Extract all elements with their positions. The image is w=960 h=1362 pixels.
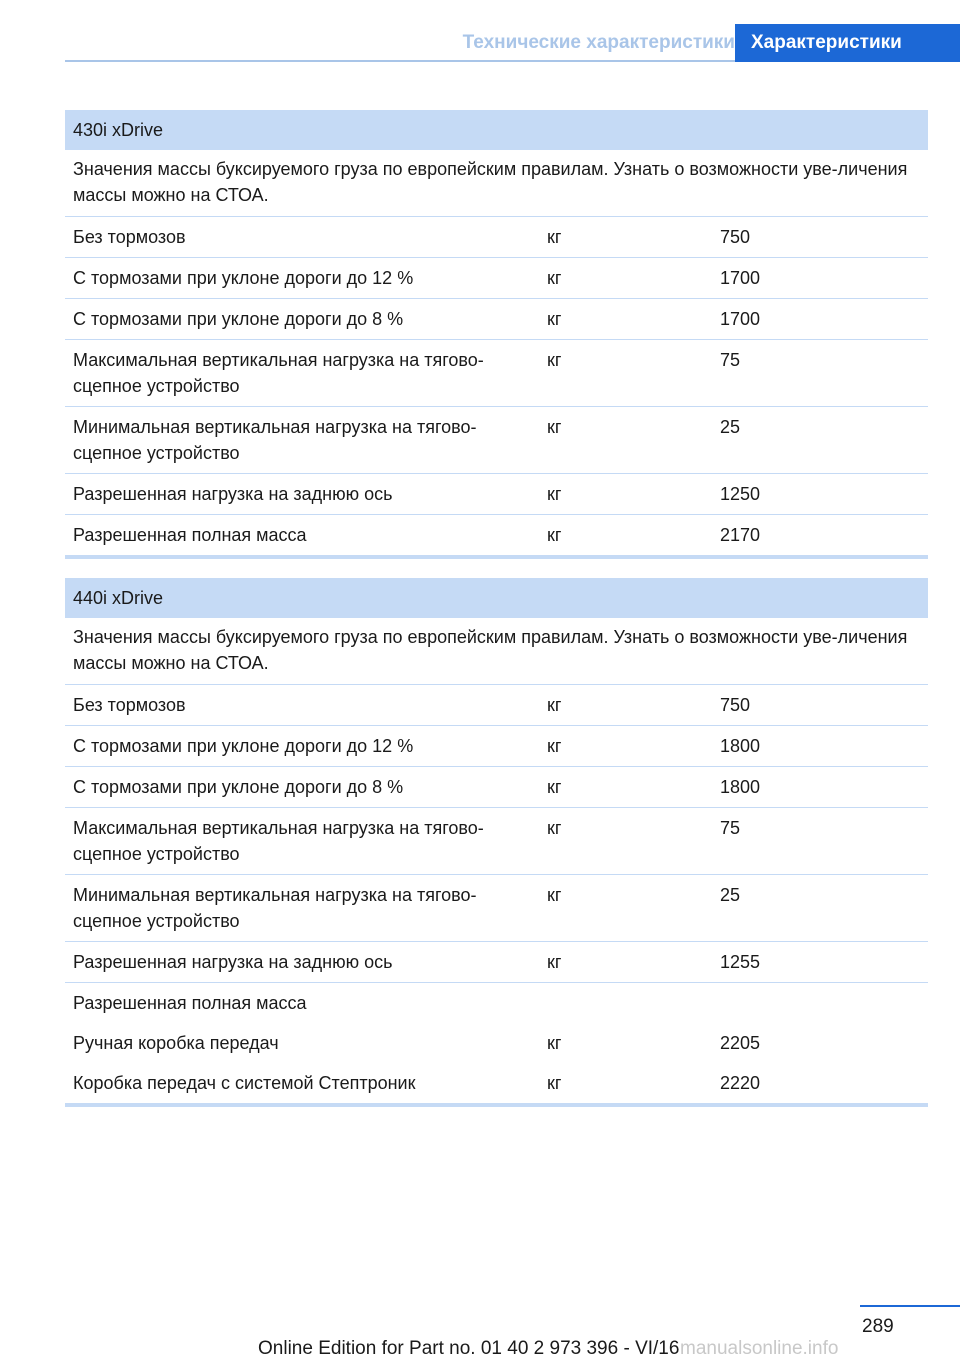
row-label: Без тормозов (73, 695, 186, 715)
page-header (65, 24, 960, 62)
row-label: С тормозами при уклоне дороги до 8 % (73, 309, 404, 329)
table-title: 430i xDrive (65, 110, 928, 150)
row-value: 1700 (720, 309, 761, 329)
table-note: Значения массы буксируемого груза по европейским правилам. Узнать о возможности уве-личения массы можно на СТОА. (65, 618, 928, 685)
row-value: 1700 (720, 268, 761, 288)
row-value: 1800 (720, 777, 761, 797)
row-value: 25 (720, 885, 741, 905)
row-label: Минимальная вертикальная нагрузка на тягово-сцепное устройство (73, 885, 477, 931)
row-value: 2205 (720, 1033, 761, 1053)
row-unit: кг (547, 736, 562, 756)
row-value: 2170 (720, 525, 761, 545)
table-note: Значения массы буксируемого груза по европейским правилам. Узнать о возможности уве-личения массы можно на СТОА. (65, 150, 928, 217)
row-label: Разрешенная полная масса (73, 525, 307, 545)
section-title: Технические характеристики (462, 32, 735, 53)
row-label: С тормозами при уклоне дороги до 8 % (73, 777, 404, 797)
row-label: Максимальная вертикальная нагрузка на тягово-сцепное устройство (73, 818, 484, 864)
table-row (65, 474, 928, 515)
row-label: Разрешенная полная масса (73, 993, 307, 1013)
table-row (65, 407, 928, 474)
footer-rule (860, 1305, 960, 1307)
table-row (65, 685, 928, 726)
row-value: 1255 (720, 952, 761, 972)
row-unit: кг (547, 227, 562, 247)
table-row (65, 808, 928, 875)
row-value: 1250 (720, 484, 761, 504)
row-unit: кг (547, 1033, 562, 1053)
row-unit: кг (547, 952, 562, 972)
spec-table-430i (65, 110, 928, 559)
chapter-tab: Характеристики (735, 24, 960, 62)
header-rule (65, 60, 735, 62)
spec-table-440i (65, 578, 928, 1107)
table-row (65, 1063, 928, 1103)
row-value: 75 (720, 818, 741, 838)
row-value: 25 (720, 417, 741, 437)
row-label: Максимальная вертикальная нагрузка на тягово-сцепное устройство (73, 350, 484, 396)
edition-text: Online Edition for Part no. 01 40 2 973 396 - VI/16 (258, 1338, 680, 1359)
row-label: Разрешенная нагрузка на заднюю ось (73, 484, 393, 504)
table-row (65, 983, 928, 1023)
row-unit: кг (547, 885, 562, 905)
table-end-bar (65, 555, 928, 559)
row-value: 2220 (720, 1073, 761, 1093)
table-end-bar (65, 1103, 928, 1107)
row-label: Минимальная вертикальная нагрузка на тягово-сцепное устройство (73, 417, 477, 463)
table-row (65, 217, 928, 258)
row-label: Ручная коробка передач (73, 1033, 279, 1053)
row-unit: кг (547, 818, 562, 838)
row-label: Коробка передач с системой Стептроник (73, 1073, 416, 1093)
row-unit: кг (547, 484, 562, 504)
table-row (65, 299, 928, 340)
table-title: 440i xDrive (65, 578, 928, 618)
row-value: 750 (720, 227, 751, 247)
table-row (65, 767, 928, 808)
row-unit: кг (547, 309, 562, 329)
watermark: manualsonline.info (680, 1338, 839, 1359)
row-label: Разрешенная нагрузка на заднюю ось (73, 952, 393, 972)
page-number: 289 (862, 1316, 894, 1337)
row-value: 1800 (720, 736, 761, 756)
row-unit: кг (547, 695, 562, 715)
row-unit: кг (547, 1073, 562, 1093)
row-label: Без тормозов (73, 227, 186, 247)
row-unit: кг (547, 350, 562, 370)
table-row (65, 340, 928, 407)
row-label: С тормозами при уклоне дороги до 12 % (73, 268, 414, 288)
table-row (65, 515, 928, 555)
table-row (65, 875, 928, 942)
row-unit: кг (547, 525, 562, 545)
row-label: С тормозами при уклоне дороги до 12 % (73, 736, 414, 756)
table-row (65, 942, 928, 983)
table-row (65, 258, 928, 299)
row-unit: кг (547, 777, 562, 797)
row-unit: кг (547, 417, 562, 437)
table-row (65, 726, 928, 767)
table-row (65, 1023, 928, 1063)
row-value: 75 (720, 350, 741, 370)
row-unit: кг (547, 268, 562, 288)
row-value: 750 (720, 695, 751, 715)
